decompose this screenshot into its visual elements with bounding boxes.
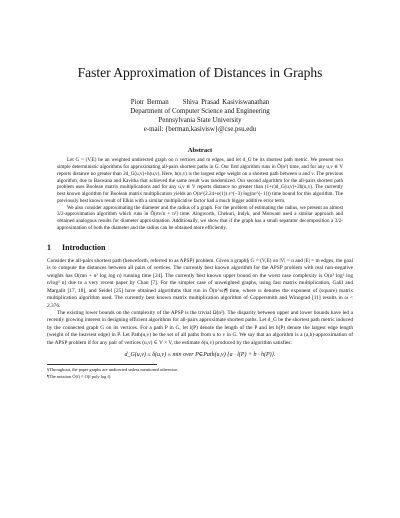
footnote: ¶The notation Õ(f) ≡ O(f poly log f). bbox=[47, 373, 112, 379]
author-names bbox=[47, 98, 353, 107]
body-paragraph: The existing lower bounds on the complexity of the APSP is the trivial Ω(n²). The disparity between upper and lower bounds have led a recently growing interest in designing efficient algorithms for all-pairs approximate shortest paths. Let d_G be the shortest path metric induced by the connected graph G on its vertices. For a path P in G, let l(P) denote the length of the P and let h(P) denote the largest edge length (weight of the heaviest edge) in P. Let Path(u,v) be the set of all paths from u to v in G. We say that an algorithm is a (a,b)-approximation of the APSP problem if for any pair of vertices (u,v) ∈ V × V, the estimate δ(u,v) produced by the algorithm satisfies: bbox=[47, 309, 353, 346]
author-name: Shiva Prasad Kasiviswanathan bbox=[182, 98, 270, 106]
abstract-paragraph: We also consider approximating the diameter and the radius of a graph. For the problem of estimating the radius, we present an almost 3/2-approximation algorithm which runs in Õ(m√n + n²) time. Aingworth, Chekuri, Indyk, and Motwani used a similar approach and obtained analogous results for diameter approximation. Additionally, we show that if the graph has a small separator decomposition a 3/2-approximation of both the diameter and the radius can be obtained more efficiently. bbox=[57, 204, 343, 231]
affiliation-line: Pennsylvania State University bbox=[158, 117, 242, 125]
author-block bbox=[47, 98, 353, 134]
section-body bbox=[47, 258, 353, 348]
footnote-rule bbox=[47, 364, 157, 365]
body-paragraph: Consider the all-pairs shortest path (henceforth, referred to as APSP) problem. Given a graph§ G = (V,E) on |V| = n and |E| = m edges, the goal is to compute the distances between all pairs of vertices. The currently best known algorithm for the APSP problem with real non-negative weights has O(mn + n² log log n) running time [24]. The currently best known upper bound on the worst case complexity is O(n³ log³ log n/log² n) due to a very recent paper by Chan [7]. For the simpler case of unweighted graphs, using fast matrix multiplication, Galil and Margalit [17, 18], and Seidel [25] have obtained algorithms that run in Õ(n^ω)¶ time, where ω denotes the exponent of (square) matrix multiplication algorithm used. The currently best known matrix multiplication algorithm of Coppersmith and Winograd [11] results in ω < 2.376. bbox=[47, 257, 353, 309]
author-name: Piotr Berman bbox=[130, 98, 169, 106]
author-email: e-mail: {berman,kasivisw}@cse.psu.edu bbox=[143, 126, 257, 134]
footnote: §Throughout, the paper graphs are undirected unless mentioned otherwise. bbox=[47, 367, 179, 373]
affiliation-line: Department of Computer Science and Engineering bbox=[130, 107, 270, 115]
abstract-heading: Abstract bbox=[187, 147, 213, 155]
footnotes bbox=[47, 367, 353, 380]
section-number: 1 bbox=[47, 242, 51, 252]
display-equation: d_G(u,v) ≤ δ(u,v) ≤ min over P∈Path(u,v) {a · l(P) + b · h(P)}. bbox=[124, 352, 276, 359]
paper-title: Faster Approximation of Distances in Graphs bbox=[77, 65, 323, 80]
abstract bbox=[57, 157, 343, 231]
section-title: Introduction bbox=[62, 242, 106, 252]
section-heading bbox=[47, 243, 353, 252]
abstract-paragraph: Let G = (V,E) be an weighted undirected graph on n vertices and m edges, and let d_G be its shortest path metric. We present two simple deterministic algorithms for approximating all-pairs shortest paths in G. Our first algorithm runs in Õ(n²) time, and for any u,v ∈ V reports distance no greater than 2d_G(u,v)+h(u,v). Here, h(u,v) is the largest edge weight on a shortest path between u and v. The previous algorithm, due to Baswana and Kavitha that achieved the same result was randomized. Our second algorithm for the all-pairs shortest path problem uses Boolean matrix multiplications and for any u,v ∈ V reports distance no greater than (1+ε)d_G(u,v)+2h(u,v). The currently best known algorithm for Boolean matrix multiplication yields an O(n^(2.24+o(1)) ε^(−3) log(nε^(−1))) time bound for this algorithm. The previously best known result of Elkin with a similar multiplicative factor had a much bigger additive error term. bbox=[57, 157, 343, 204]
